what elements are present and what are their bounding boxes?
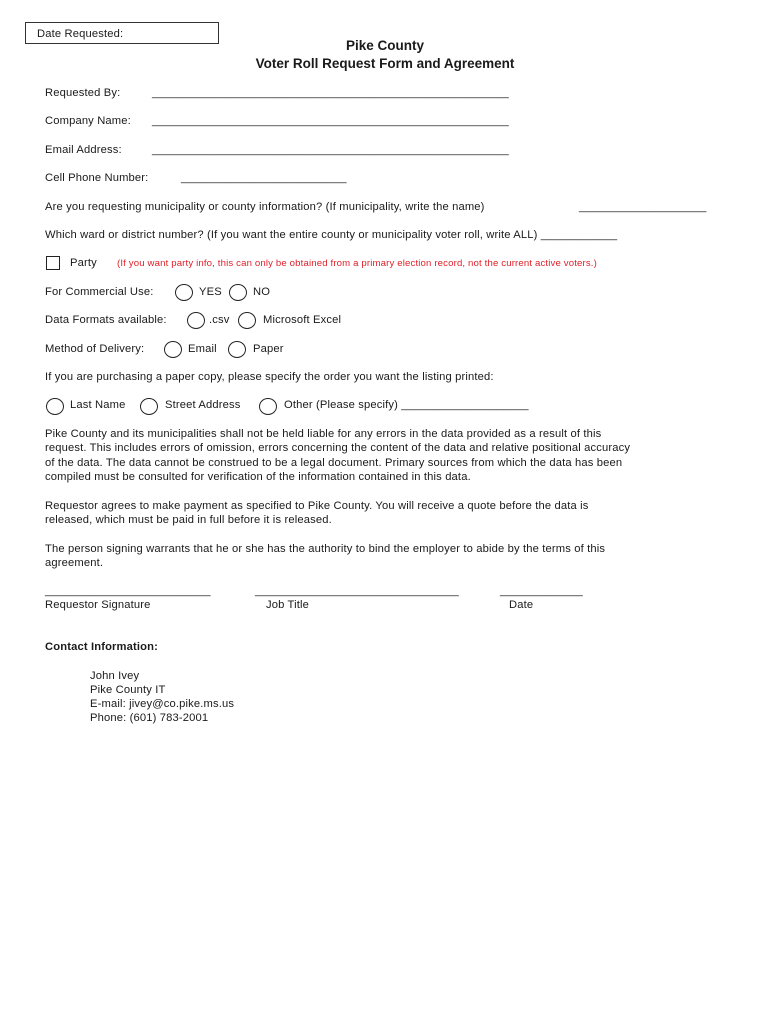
authority-line-1: The person signing warrants that he or she has the authority to bind the employer to abide by the terms of this bbox=[45, 543, 606, 555]
contact-heading: Contact Information: bbox=[45, 641, 159, 653]
authority-paragraph bbox=[45, 542, 735, 571]
ward-question[interactable]: Which ward or district number? (If you want the entire county or municipality voter roll, write ALL) ____________ bbox=[45, 229, 618, 241]
liability-line-2: request. This includes errors of omission, errors concerning the content of the data and relative positional accuracy bbox=[45, 442, 631, 455]
liability-line-3: of the data. The data cannot be construed to be a legal document. Primary sources from which the data has been bbox=[45, 456, 623, 469]
liability-paragraph bbox=[45, 427, 735, 485]
email-address-field[interactable]: ________________________________________________________ bbox=[152, 144, 509, 156]
authority-line-2: agreement. bbox=[45, 557, 104, 570]
order-other-radio[interactable] bbox=[259, 398, 277, 415]
format-excel-radio[interactable] bbox=[238, 312, 256, 329]
form-title: Voter Roll Request Form and Agreement bbox=[255, 56, 515, 71]
company-name-label: Company Name: bbox=[45, 115, 131, 127]
delivery-email-label: Email bbox=[188, 343, 217, 355]
payment-paragraph bbox=[45, 499, 735, 528]
commercial-no-label: NO bbox=[253, 286, 271, 298]
order-street-label: Street Address bbox=[165, 399, 241, 411]
delivery-paper-radio[interactable] bbox=[228, 341, 246, 358]
format-csv-label: .csv bbox=[209, 314, 230, 326]
order-other-field[interactable]: Other (Please specify) ____________________ bbox=[284, 399, 529, 411]
county-title: Pike County bbox=[345, 38, 424, 53]
paper-order-prompt: If you are purchasing a paper copy, please specify the order you want the listing printed: bbox=[45, 371, 494, 383]
municipality-field[interactable]: ____________________ bbox=[579, 201, 707, 213]
job-title-field[interactable]: ________________________________ bbox=[255, 585, 459, 597]
order-street-radio[interactable] bbox=[140, 398, 158, 415]
date-field[interactable]: _____________ bbox=[500, 585, 583, 597]
cell-phone-label: Cell Phone Number: bbox=[45, 172, 149, 184]
signature-label: Requestor Signature bbox=[45, 599, 151, 611]
format-csv-radio[interactable] bbox=[187, 312, 205, 329]
format-excel-label: Microsoft Excel bbox=[263, 314, 342, 326]
contact-email: E-mail: jivey@co.pike.ms.us bbox=[90, 698, 235, 710]
date-requested-label: Date Requested: bbox=[37, 28, 124, 40]
signature-field[interactable]: __________________________ bbox=[45, 585, 211, 597]
contact-phone: Phone: (601) 783-2001 bbox=[90, 712, 209, 724]
contact-org: Pike County IT bbox=[90, 684, 166, 696]
liability-line-1: Pike County and its municipalities shall not be held liable for any errors in the data provided as a result of this bbox=[45, 428, 602, 440]
party-note: (If you want party info, this can only be obtained from a primary election record, not the current active voters.) bbox=[117, 258, 597, 269]
company-name-field[interactable]: ________________________________________________________ bbox=[152, 115, 509, 127]
data-formats-label: Data Formats available: bbox=[45, 314, 167, 326]
payment-line-1: Requestor agrees to make payment as specified to Pike County. You will receive a quote before the data is bbox=[45, 500, 589, 512]
delivery-paper-label: Paper bbox=[253, 343, 284, 355]
municipality-question: Are you requesting municipality or county information? (If municipality, write the name) bbox=[45, 201, 485, 213]
commercial-yes-label: YES bbox=[199, 286, 222, 298]
commercial-no-radio[interactable] bbox=[229, 284, 247, 301]
delivery-method-label: Method of Delivery: bbox=[45, 343, 145, 355]
requested-by-label: Requested By: bbox=[45, 87, 121, 99]
delivery-email-radio[interactable] bbox=[164, 341, 182, 358]
payment-line-2: released, which must be paid in full before it is released. bbox=[45, 514, 332, 527]
commercial-use-label: For Commercial Use: bbox=[45, 286, 154, 298]
order-last-name-radio[interactable] bbox=[46, 398, 64, 415]
commercial-yes-radio[interactable] bbox=[175, 284, 193, 301]
cell-phone-field[interactable]: __________________________ bbox=[181, 172, 347, 184]
requested-by-field[interactable]: ________________________________________________________ bbox=[152, 87, 509, 99]
party-label: Party bbox=[70, 257, 97, 269]
date-label: Date bbox=[509, 599, 534, 611]
contact-name: John Ivey bbox=[90, 670, 140, 682]
party-checkbox[interactable] bbox=[46, 256, 60, 270]
job-title-label: Job Title bbox=[266, 599, 310, 611]
liability-line-4: compiled must be consulted for verification of the information contained in this data. bbox=[45, 471, 471, 484]
email-address-label: Email Address: bbox=[45, 144, 122, 156]
order-last-name-label: Last Name bbox=[70, 399, 126, 411]
